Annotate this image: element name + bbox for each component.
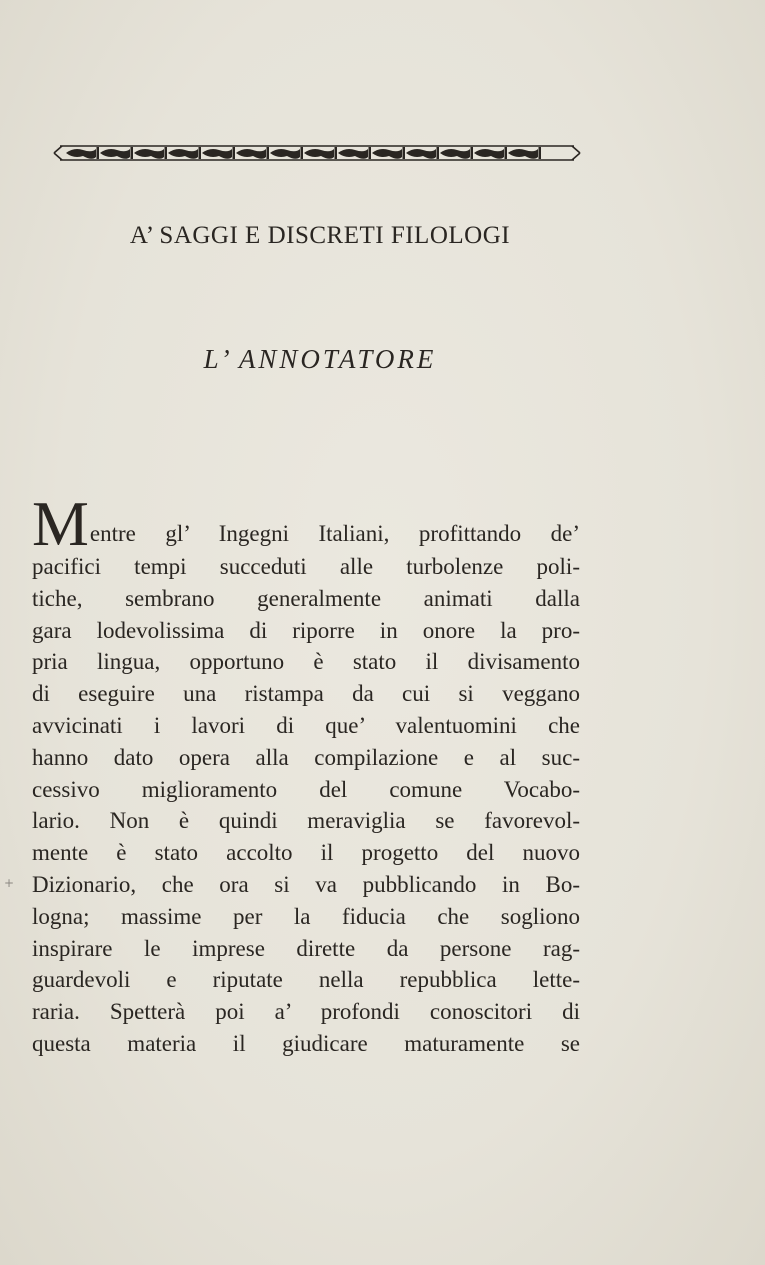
ornament-divider bbox=[403, 147, 406, 159]
text-line: di eseguire una ristampa da cui si veggano bbox=[32, 681, 580, 707]
text-line: pacifici tempi succeduti alle turbolenze poli- bbox=[32, 554, 580, 579]
text-line: questa materia il giudicare maturamente se bbox=[32, 1030, 580, 1056]
author-heading: L’ ANNOTATORE bbox=[203, 344, 437, 374]
text-line: Dizionario, che ora si va pubblicando in Bo- bbox=[32, 871, 580, 897]
ornament-divider bbox=[437, 147, 440, 159]
ornament-divider bbox=[131, 147, 134, 159]
decorative-border-ornament bbox=[52, 140, 582, 166]
ornament-divider bbox=[539, 147, 542, 159]
ornament-unit bbox=[406, 149, 436, 159]
ornament-unit bbox=[100, 149, 130, 159]
ornament-unit bbox=[440, 149, 470, 159]
ornament-divider bbox=[165, 147, 168, 159]
ornament-unit bbox=[508, 149, 538, 159]
body-paragraph bbox=[32, 488, 580, 1060]
ornament-unit bbox=[372, 149, 402, 159]
drop-cap: M bbox=[32, 488, 89, 559]
text-line: lario. Non è quindi meraviglia se favorevol- bbox=[32, 808, 580, 834]
text-line: logna; massime per la fiducia che sogliono bbox=[32, 903, 580, 929]
margin-mark: + bbox=[4, 876, 15, 890]
text-line: entre gl’ Ingegni Italiani, profittando de’ bbox=[89, 521, 580, 546]
text-line: hanno dato opera alla compilazione e al suc- bbox=[32, 744, 580, 770]
ornament-divider bbox=[199, 147, 202, 159]
ornament-unit bbox=[304, 149, 334, 159]
text-line: inspirare le imprese dirette da persone rag- bbox=[32, 935, 580, 961]
ornament-unit bbox=[202, 149, 232, 159]
ornament-divider bbox=[335, 147, 338, 159]
ornament-divider bbox=[369, 147, 372, 159]
ornament-unit bbox=[474, 149, 504, 159]
text-line: pria lingua, opportuno è stato il divisamento bbox=[32, 649, 580, 675]
ornament-unit bbox=[168, 149, 198, 159]
ornament-unit bbox=[338, 149, 368, 159]
text-line: avvicinati i lavori di que’ valentuomini che bbox=[32, 712, 580, 738]
text-line: mente è stato accolto il progetto del nuovo bbox=[32, 840, 580, 866]
text-line: cessivo miglioramento del comune Vocabo- bbox=[32, 776, 580, 802]
ornament-divider bbox=[505, 147, 508, 159]
ornament-unit bbox=[236, 149, 266, 159]
ornament-divider bbox=[233, 147, 236, 159]
dedication-heading: A’ SAGGI E DISCRETI FILOLOGI bbox=[129, 222, 511, 249]
text-line: tiche, sembrano generalmente animati dalla bbox=[32, 585, 580, 611]
ornament-unit bbox=[134, 149, 164, 159]
ornament-divider bbox=[97, 147, 100, 159]
text-line: gara lodevolissima di riporre in onore la pro- bbox=[32, 617, 580, 643]
text-line: guardevoli e riputate nella repubblica lette- bbox=[32, 967, 580, 993]
ornament-unit bbox=[66, 149, 96, 159]
ornament-divider bbox=[267, 147, 270, 159]
ornament-divider bbox=[301, 147, 304, 159]
ornament-divider bbox=[471, 147, 474, 159]
text-line: raria. Spetterà poi a’ profondi conoscitori di bbox=[32, 999, 580, 1025]
ornament-unit bbox=[270, 149, 300, 159]
paragraph-first-line bbox=[32, 488, 580, 559]
